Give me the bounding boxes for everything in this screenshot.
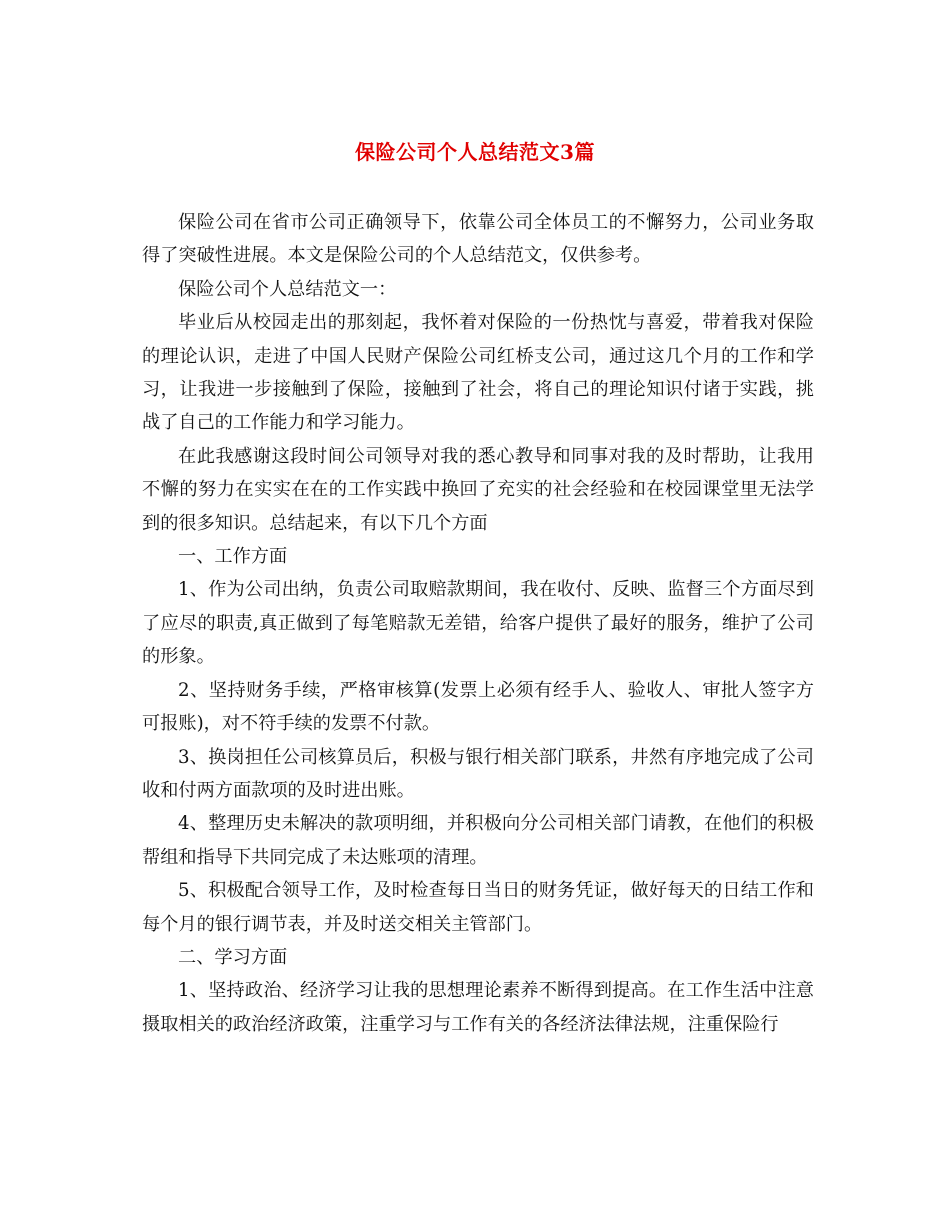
paragraph-work-item-4: 4、整理历史未解决的款项明细，并积极向分公司相关部门请教，在他们的积极帮组和指导下共同完成了未达账项的清理。 bbox=[142, 813, 814, 868]
document-body bbox=[142, 206, 814, 1041]
paragraph-work-heading: 一、工作方面 bbox=[178, 546, 288, 568]
paragraph-study-heading: 二、学习方面 bbox=[178, 946, 288, 968]
paragraph-thanks: 在此我感谢这段时间公司领导对我的悉心教导和同事对我的及时帮助，让我用不懈的努力在实实在在的工作实践中换回了充实的社会经验和在校园课堂里无法学到的很多知识。总结起来，有以下几个方面 bbox=[142, 445, 814, 534]
paragraph-study-item-1: 1、坚持政治、经济学习让我的思想理论素养不断得到提高。在工作生活中注意摄取相关的政治经济政策，注重学习与工作有关的各经济法律法规，注重保险行 bbox=[142, 980, 814, 1035]
paragraph-graduation: 毕业后从校园走出的那刻起，我怀着对保险的一份热忱与喜爱，带着我对保险的理论认识，走进了中国人民财产保险公司红桥支公司，通过这几个月的工作和学习，让我进一步接触到了保险，接触到了社会，将自己的理论知识付诸于实践，挑战了自己的工作能力和学习能力。 bbox=[142, 312, 814, 434]
paragraph-work-item-3: 3、换岗担任公司核算员后，积极与银行相关部门联系，井然有序地完成了公司收和付两方面款项的及时进出账。 bbox=[142, 746, 814, 801]
paragraph-section-heading-one: 保险公司个人总结范文一： bbox=[178, 278, 397, 300]
document-title: 保险公司个人总结范文3篇 bbox=[355, 140, 595, 164]
paragraph-work-item-1: 1、作为公司出纳，负责公司取赔款期间，我在收付、反映、监督三个方面尽到了应尽的职责,真正做到了每笔赔款无差错，给客户提供了最好的服务，维护了公司的形象。 bbox=[142, 579, 814, 668]
paragraph-work-item-5: 5、积极配合领导工作，及时检查每日当日的财务凭证，做好每天的日结工作和每个月的银行调节表，并及时送交相关主管部门。 bbox=[142, 880, 814, 935]
paragraph-work-item-2: 2、坚持财务手续，严格审核算(发票上必须有经手人、验收人、审批人签字方可报账)，对不符手续的发票不付款。 bbox=[142, 679, 814, 735]
paragraph-intro: 保险公司在省市公司正确领导下，依靠公司全体员工的不懈努力，公司业务取得了突破性进展。本文是保险公司的个人总结范文，仅供参考。 bbox=[142, 212, 814, 267]
